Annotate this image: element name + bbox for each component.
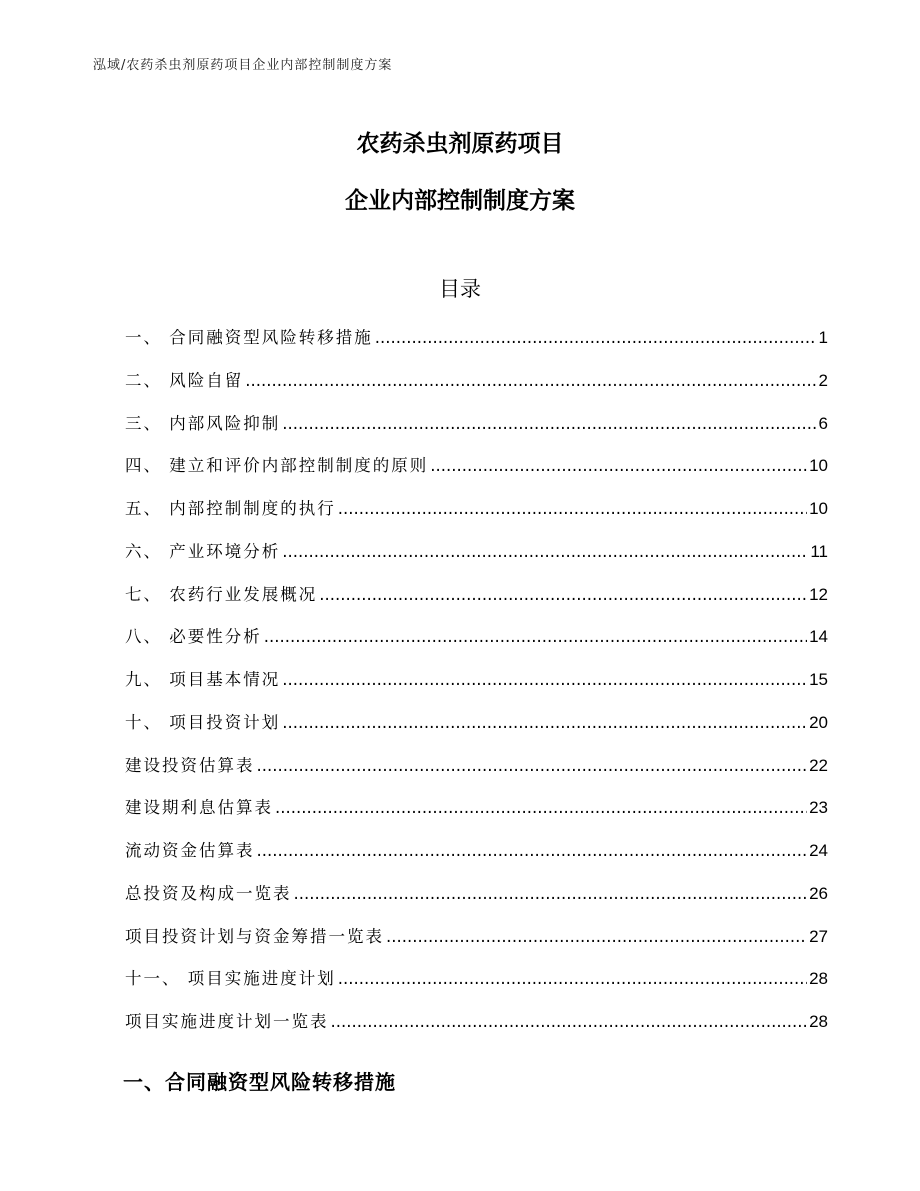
toc-entry-label: 总投资及构成一览表 <box>125 883 292 903</box>
toc-entry[interactable] <box>125 495 828 538</box>
toc-leader-dots <box>257 841 808 860</box>
toc-entry-label: 流动资金估算表 <box>125 841 255 860</box>
toc-entry[interactable] <box>125 367 828 410</box>
toc-page-number: 11 <box>810 541 828 561</box>
toc-entry[interactable] <box>125 965 828 1008</box>
toc-leader-dots <box>257 756 808 775</box>
toc-entry-label: 项目实施进度计划一览表 <box>125 1012 329 1031</box>
toc-leader-dots <box>245 371 816 390</box>
toc-page-number: 6 <box>818 413 828 433</box>
toc-leader-dots <box>294 884 808 903</box>
toc-entry[interactable] <box>125 581 828 624</box>
toc-entry-label: 七、 农药行业发展概况 <box>125 584 318 604</box>
toc-entry-label: 二、 风险自留 <box>125 370 244 390</box>
toc-entry[interactable] <box>125 452 828 495</box>
toc-page-number: 28 <box>809 969 828 989</box>
document-title-line-2: 企业内部控制制度方案 <box>345 188 575 214</box>
toc-page-number: 22 <box>809 755 828 775</box>
toc-entry[interactable] <box>125 837 828 880</box>
toc-page-number: 23 <box>809 798 828 818</box>
toc-leader-dots <box>264 627 807 646</box>
toc-page-number: 10 <box>809 456 828 476</box>
toc-page-number: 14 <box>809 627 828 647</box>
toc-entry-label: 六、 产业环境分析 <box>125 541 281 561</box>
toc-entry[interactable] <box>125 1008 828 1051</box>
toc-heading: 目录 <box>439 277 481 301</box>
toc-entry-label: 三、 内部风险抑制 <box>125 413 281 433</box>
toc-entry[interactable] <box>125 794 828 837</box>
toc-entry-label: 十一、 项目实施进度计划 <box>125 969 336 989</box>
toc-page-number: 10 <box>809 499 828 518</box>
toc-leader-dots <box>338 499 807 518</box>
toc-leader-dots <box>282 713 807 732</box>
running-header: 泓域/农药杀虫剂原药项目企业内部控制制度方案 <box>93 58 393 73</box>
toc-entry[interactable] <box>125 923 828 966</box>
toc-page-number: 15 <box>809 670 828 689</box>
toc-leader-dots <box>375 328 817 347</box>
toc-entry[interactable] <box>125 623 828 666</box>
table-of-contents <box>125 324 828 1051</box>
toc-entry[interactable] <box>125 324 828 367</box>
toc-leader-dots <box>282 414 816 433</box>
toc-leader-dots <box>275 798 807 817</box>
toc-leader-dots <box>430 456 807 475</box>
toc-page-number: 20 <box>809 712 828 732</box>
toc-page-number: 12 <box>809 584 828 604</box>
toc-page-number: 26 <box>809 883 828 903</box>
toc-entry-label: 九、 项目基本情况 <box>125 670 281 689</box>
toc-page-number: 1 <box>818 328 828 347</box>
toc-entry[interactable] <box>125 752 828 795</box>
toc-entry-label: 四、 建立和评价内部控制制度的原则 <box>125 456 429 476</box>
toc-entry-label: 八、 必要性分析 <box>125 627 262 647</box>
toc-leader-dots <box>282 542 808 561</box>
toc-entry-label: 项目投资计划与资金筹措一览表 <box>125 926 384 946</box>
toc-page-number: 28 <box>809 1012 828 1031</box>
toc-entry-label: 建设投资估算表 <box>125 755 255 775</box>
toc-leader-dots <box>386 927 807 946</box>
section-heading: 一、合同融资型风险转移措施 <box>123 1070 396 1094</box>
toc-page-number: 2 <box>818 370 828 390</box>
toc-entry-label: 五、 内部控制制度的执行 <box>125 499 336 518</box>
toc-leader-dots <box>282 670 807 689</box>
toc-entry[interactable] <box>125 666 828 709</box>
toc-entry-label: 十、 项目投资计划 <box>125 712 281 732</box>
toc-page-number: 27 <box>809 926 828 946</box>
toc-leader-dots <box>331 1012 808 1031</box>
toc-leader-dots <box>338 969 807 988</box>
toc-page-number: 24 <box>809 841 828 860</box>
toc-entry[interactable] <box>125 709 828 752</box>
toc-entry-label: 建设期利息估算表 <box>125 798 273 818</box>
toc-leader-dots <box>319 585 807 604</box>
toc-entry[interactable] <box>125 538 828 581</box>
toc-entry[interactable] <box>125 410 828 453</box>
document-title-line-1: 农药杀虫剂原药项目 <box>356 131 564 157</box>
toc-entry[interactable] <box>125 880 828 923</box>
toc-entry-label: 一、 合同融资型风险转移措施 <box>125 328 373 347</box>
